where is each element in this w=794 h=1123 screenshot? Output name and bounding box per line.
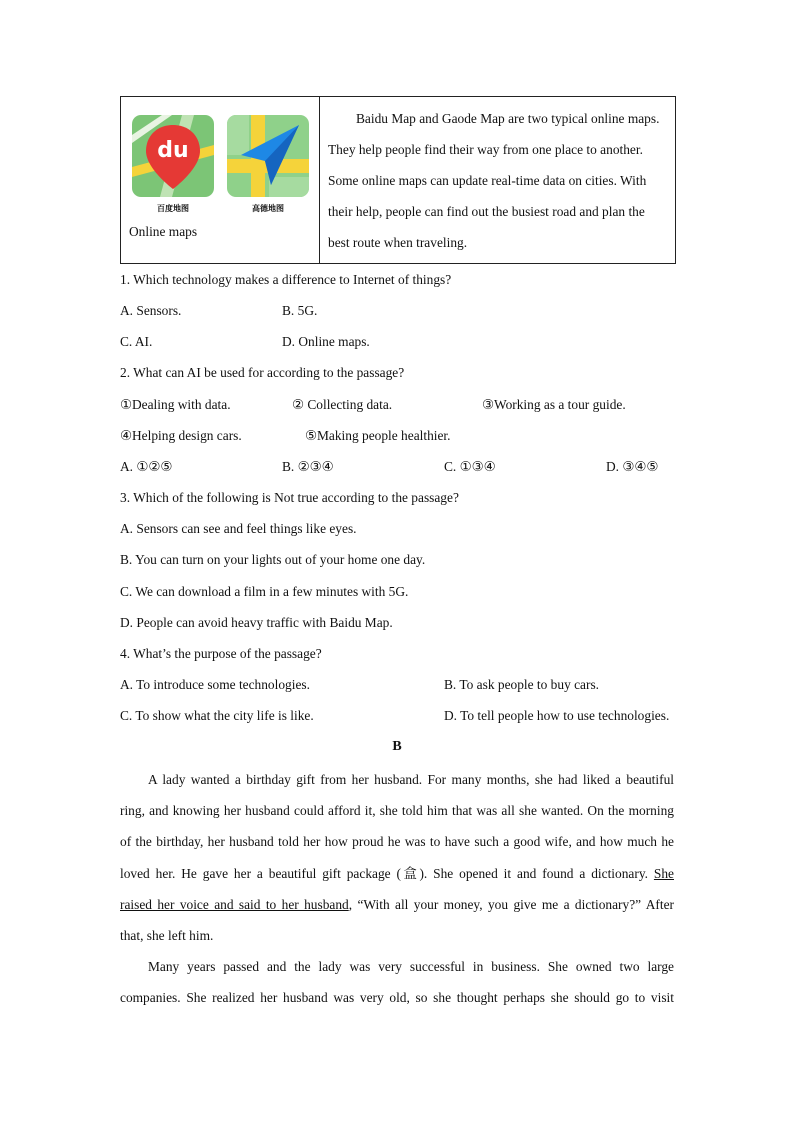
question-1-option-b: B. 5G. — [282, 303, 318, 318]
map-logos — [129, 115, 315, 215]
passage-b-paragraph-2 — [120, 951, 674, 1013]
underlined-text: raised her voice and said to her husband — [120, 896, 349, 912]
table-line: Some online maps can update real-time data on cities. With — [328, 173, 647, 188]
question-2-option-b: B. ②③④ — [282, 459, 334, 474]
question-2-option-a: A. ①②⑤ — [120, 459, 173, 474]
question-4-option-c: C. To show what the city life is like. — [120, 708, 314, 723]
question-2-item-1: ①Dealing with data. — [120, 397, 231, 412]
paragraph-line — [120, 858, 674, 889]
question-1-stem: 1. Which technology makes a difference to Internet of things? — [120, 272, 452, 287]
table-divider — [319, 97, 320, 263]
question-2-item-5: ⑤Making people healthier. — [305, 428, 451, 443]
paragraph-line: companies. She realized her husband was very old, so she thought perhaps she should go to visit — [120, 990, 674, 1006]
gaode-map-caption: 高德地图 — [252, 204, 284, 213]
question-3-option-d: D. People can avoid heavy traffic with Baidu Map. — [120, 615, 393, 630]
table-description — [328, 103, 668, 258]
paragraph-line — [120, 889, 674, 920]
baidu-map-caption: 百度地图 — [157, 204, 189, 213]
question-4-option-a: A. To introduce some technologies. — [120, 677, 310, 692]
question-2-item-3: ③Working as a tour guide. — [482, 397, 626, 412]
table-line: their help, people can find out the busiest road and plan the — [328, 204, 645, 219]
question-3-option-b: B. You can turn on your lights out of your home one day. — [120, 552, 426, 567]
question-4-stem: 4. What’s the purpose of the passage? — [120, 646, 322, 661]
table-line: They help people find their way from one place to another. — [328, 142, 643, 157]
paragraph-line: Many years passed and the lady was very successful in business. She owned two large — [148, 959, 674, 974]
table-line: Baidu Map and Gaode Map are two typical online maps. — [356, 111, 660, 126]
question-1-option-c: C. AI. — [120, 334, 153, 349]
passage-b-paragraph-1 — [120, 764, 674, 951]
paragraph-text: , “With all your money, you give me a dictionary?” After — [348, 896, 674, 912]
question-1-option-d: D. Online maps. — [282, 334, 370, 349]
paragraph-text: loved her. He gave her a beautiful gift package (盒). She opened it and found a dictionary. — [120, 865, 648, 881]
question-4-option-d: D. To tell people how to use technologies. — [444, 708, 670, 723]
baidu-map-logo-icon — [132, 115, 214, 197]
question-4-option-b: B. To ask people to buy cars. — [444, 677, 600, 692]
section-b-title: B — [392, 739, 402, 754]
underlined-text: She — [653, 865, 674, 881]
question-3-stem: 3. Which of the following is Not true according to the passage? — [120, 490, 459, 505]
paragraph-line: A lady wanted a birthday gift from her husband. For many months, she had liked a beautiful — [148, 772, 674, 787]
question-2-stem: 2. What can AI be used for according to the passage? — [120, 365, 405, 380]
online-maps-table — [120, 96, 676, 264]
table-line: best route when traveling. — [328, 235, 468, 250]
paragraph-line: of the birthday, her husband told her how proud he was to have such a good wife, and how much he — [120, 834, 674, 850]
question-3-option-a: A. Sensors can see and feel things like eyes. — [120, 521, 357, 536]
gaode-map-logo-icon — [227, 115, 309, 197]
question-2-option-d: D. ③④⑤ — [606, 459, 659, 474]
paragraph-line: that, she left him. — [120, 928, 214, 944]
table-caption: Online maps — [129, 224, 198, 239]
baidu-logo-text: du — [157, 138, 189, 163]
question-2-item-2: ② Collecting data. — [292, 397, 393, 412]
question-3-option-c: C. We can download a film in a few minutes with 5G. — [120, 584, 409, 599]
paragraph-line: ring, and knowing her husband could afford it, she told him that was all she wanted. On the morning — [120, 803, 674, 819]
question-2-option-c: C. ①③④ — [444, 459, 496, 474]
question-2-item-4: ④Helping design cars. — [120, 428, 242, 443]
question-1-option-a: A. Sensors. — [120, 303, 182, 318]
